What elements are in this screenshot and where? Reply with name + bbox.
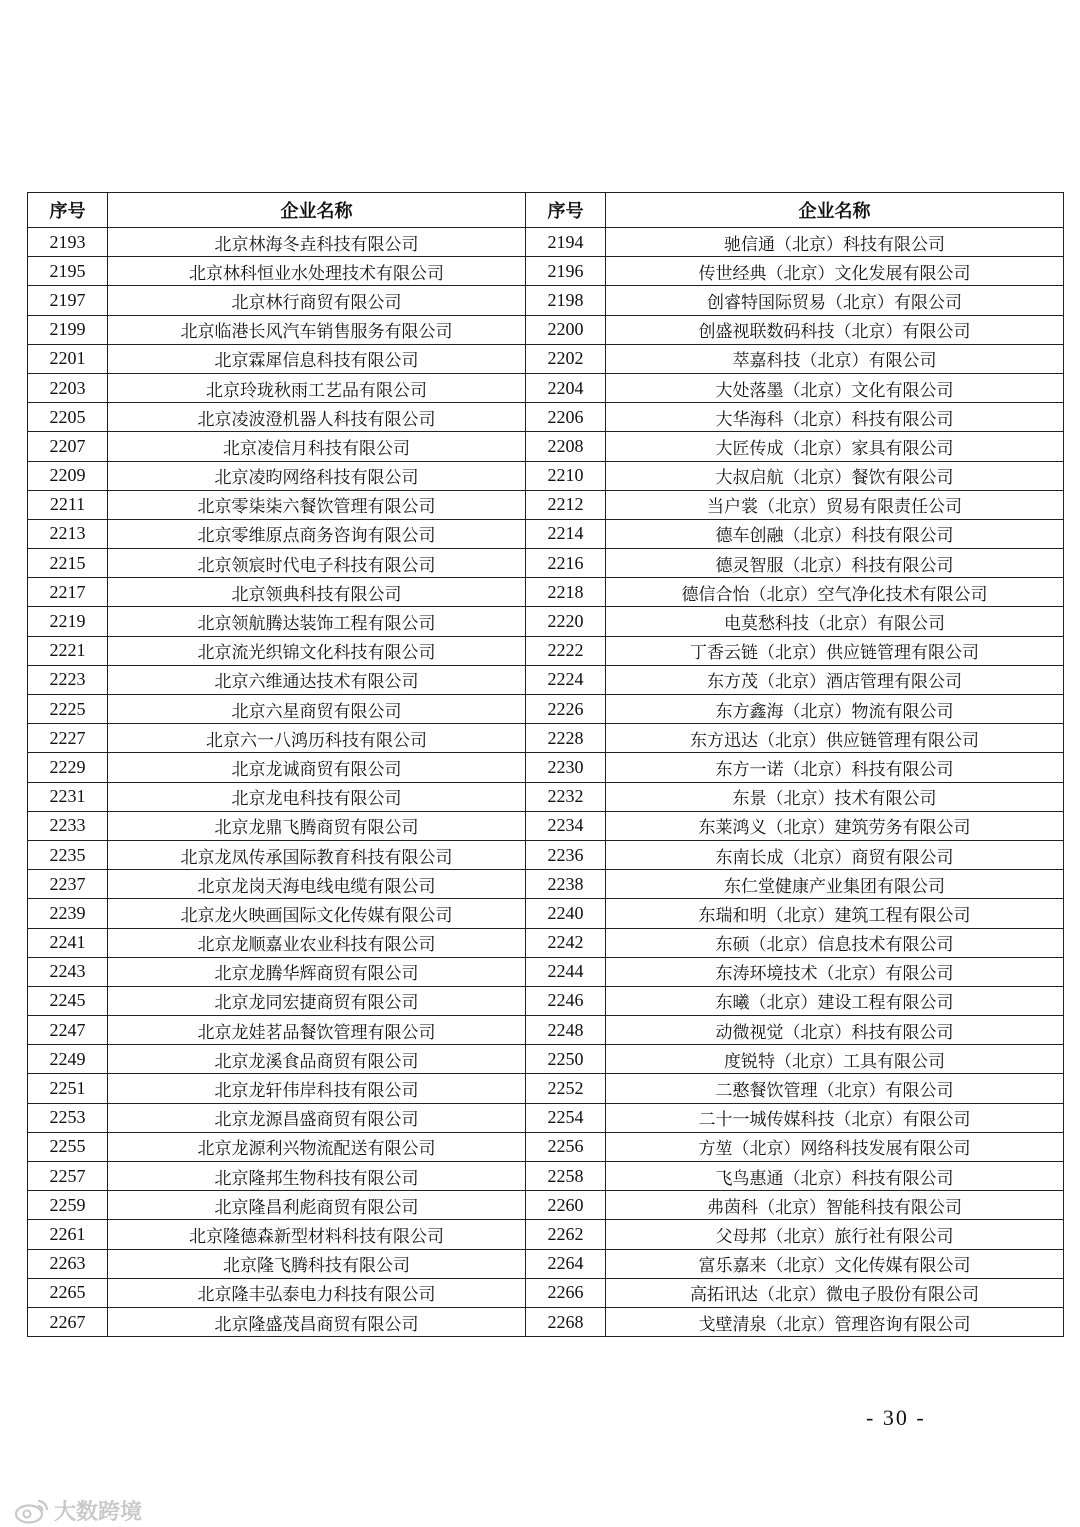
weibo-logo-icon [14,1498,50,1524]
cell-serial-left: 2233 [28,811,108,840]
cell-company-left: 北京领航腾达装饰工程有限公司 [108,607,526,636]
cell-serial-left: 2231 [28,782,108,811]
cell-serial-left: 2229 [28,753,108,782]
cell-company-right: 电莫愁科技（北京）有限公司 [606,607,1064,636]
table-row [28,519,1064,548]
cell-serial-right: 2232 [526,782,606,811]
cell-serial-right: 2204 [526,373,606,402]
cell-company-left: 北京零维原点商务咨询有限公司 [108,519,526,548]
cell-serial-right: 2206 [526,403,606,432]
cell-serial-right: 2256 [526,1132,606,1161]
table-row [28,1132,1064,1161]
cell-serial-left: 2257 [28,1162,108,1191]
table-row [28,1249,1064,1278]
cell-company-left: 北京隆飞腾科技有限公司 [108,1249,526,1278]
company-list-table [27,192,1064,1337]
cell-company-right: 飞鸟惠通（北京）科技有限公司 [606,1162,1064,1191]
cell-company-right: 戈壁清泉（北京）管理咨询有限公司 [606,1307,1064,1336]
cell-company-right: 东硕（北京）信息技术有限公司 [606,928,1064,957]
cell-company-left: 北京隆邦生物科技有限公司 [108,1162,526,1191]
table-row [28,461,1064,490]
cell-company-left: 北京龙诚商贸有限公司 [108,753,526,782]
table-row [28,1162,1064,1191]
cell-company-left: 北京龙同宏捷商贸有限公司 [108,986,526,1015]
cell-serial-left: 2249 [28,1045,108,1074]
cell-serial-left: 2253 [28,1103,108,1132]
cell-serial-left: 2223 [28,665,108,694]
cell-serial-right: 2218 [526,578,606,607]
table-row [28,490,1064,519]
cell-company-right: 父母邦（北京）旅行社有限公司 [606,1220,1064,1249]
cell-serial-left: 2207 [28,432,108,461]
cell-serial-right: 2208 [526,432,606,461]
cell-company-left: 北京林行商贸有限公司 [108,286,526,315]
cell-company-right: 东涛环境技术（北京）有限公司 [606,957,1064,986]
cell-serial-right: 2264 [526,1249,606,1278]
table-row [28,1307,1064,1336]
cell-serial-right: 2214 [526,519,606,548]
table-row [28,1103,1064,1132]
cell-company-right: 动微视觉（北京）科技有限公司 [606,1016,1064,1045]
cell-company-left: 北京霖犀信息科技有限公司 [108,344,526,373]
cell-serial-right: 2266 [526,1278,606,1307]
table-row [28,665,1064,694]
table-row [28,1074,1064,1103]
table-header-row [28,193,1064,228]
header-company-left: 企业名称 [108,193,526,228]
table-row [28,257,1064,286]
page-number: - 30 - [866,1405,926,1430]
cell-serial-left: 2235 [28,840,108,869]
cell-company-left: 北京龙轩伟岸科技有限公司 [108,1074,526,1103]
cell-company-left: 北京隆盛茂昌商贸有限公司 [108,1307,526,1336]
cell-serial-right: 2230 [526,753,606,782]
cell-serial-right: 2200 [526,315,606,344]
cell-company-left: 北京龙火映画国际文化传媒有限公司 [108,899,526,928]
table-row [28,607,1064,636]
cell-serial-right: 2236 [526,840,606,869]
cell-serial-right: 2260 [526,1191,606,1220]
cell-serial-left: 2239 [28,899,108,928]
table-row [28,1045,1064,1074]
cell-company-right: 驰信通（北京）科技有限公司 [606,228,1064,257]
cell-serial-left: 2195 [28,257,108,286]
cell-serial-right: 2242 [526,928,606,957]
cell-serial-left: 2261 [28,1220,108,1249]
cell-serial-right: 2228 [526,724,606,753]
table-row [28,811,1064,840]
cell-company-right: 丁香云链（北京）供应链管理有限公司 [606,636,1064,665]
cell-company-left: 北京六星商贸有限公司 [108,695,526,724]
cell-company-right: 二十一城传媒科技（北京）有限公司 [606,1103,1064,1132]
cell-serial-left: 2241 [28,928,108,957]
cell-serial-right: 2198 [526,286,606,315]
cell-company-left: 北京龙电科技有限公司 [108,782,526,811]
cell-serial-right: 2222 [526,636,606,665]
cell-company-left: 北京凌波澄机器人科技有限公司 [108,403,526,432]
cell-company-left: 北京龙鼎飞腾商贸有限公司 [108,811,526,840]
cell-company-right: 东方一诺（北京）科技有限公司 [606,753,1064,782]
table-row [28,344,1064,373]
table-row [28,957,1064,986]
cell-serial-left: 2197 [28,286,108,315]
table-row [28,870,1064,899]
cell-serial-left: 2201 [28,344,108,373]
cell-serial-right: 2254 [526,1103,606,1132]
cell-company-right: 东莱鸿义（北京）建筑劳务有限公司 [606,811,1064,840]
cell-company-left: 北京龙源利兴物流配送有限公司 [108,1132,526,1161]
cell-serial-left: 2219 [28,607,108,636]
cell-company-left: 北京隆德森新型材料科技有限公司 [108,1220,526,1249]
cell-serial-left: 2227 [28,724,108,753]
table-row [28,403,1064,432]
cell-company-right: 东景（北京）技术有限公司 [606,782,1064,811]
cell-company-right: 富乐嘉来（北京）文化传媒有限公司 [606,1249,1064,1278]
table-row [28,782,1064,811]
cell-company-left: 北京林科恒业水处理技术有限公司 [108,257,526,286]
cell-serial-right: 2246 [526,986,606,1015]
cell-serial-left: 2245 [28,986,108,1015]
cell-company-left: 北京隆丰弘泰电力科技有限公司 [108,1278,526,1307]
cell-company-right: 东方鑫海（北京）物流有限公司 [606,695,1064,724]
cell-company-left: 北京领典科技有限公司 [108,578,526,607]
table-row [28,1191,1064,1220]
cell-company-right: 萃嘉科技（北京）有限公司 [606,344,1064,373]
table-row [28,1278,1064,1307]
cell-company-right: 东曦（北京）建设工程有限公司 [606,986,1064,1015]
cell-company-right: 大匠传成（北京）家具有限公司 [606,432,1064,461]
cell-company-right: 德灵智服（北京）科技有限公司 [606,549,1064,578]
cell-serial-right: 2212 [526,490,606,519]
table-row [28,1016,1064,1045]
table-row [28,549,1064,578]
cell-serial-left: 2203 [28,373,108,402]
cell-company-left: 北京龙凤传承国际教育科技有限公司 [108,840,526,869]
cell-company-left: 北京临港长风汽车销售服务有限公司 [108,315,526,344]
table-row [28,724,1064,753]
table-row [28,1220,1064,1249]
cell-serial-left: 2193 [28,228,108,257]
cell-company-right: 传世经典（北京）文化发展有限公司 [606,257,1064,286]
cell-company-left: 北京玲珑秋雨工艺品有限公司 [108,373,526,402]
cell-serial-right: 2250 [526,1045,606,1074]
cell-company-right: 大叔启航（北京）餐饮有限公司 [606,461,1064,490]
cell-company-left: 北京零柒柒六餐饮管理有限公司 [108,490,526,519]
cell-company-right: 创盛视联数码科技（北京）有限公司 [606,315,1064,344]
cell-serial-right: 2268 [526,1307,606,1336]
cell-serial-right: 2252 [526,1074,606,1103]
cell-company-right: 度锐特（北京）工具有限公司 [606,1045,1064,1074]
cell-company-left: 北京龙顺嘉业农业科技有限公司 [108,928,526,957]
cell-serial-right: 2224 [526,665,606,694]
cell-serial-left: 2243 [28,957,108,986]
cell-serial-left: 2237 [28,870,108,899]
cell-serial-left: 2267 [28,1307,108,1336]
cell-company-left: 北京龙娃茗品餐饮管理有限公司 [108,1016,526,1045]
table-row [28,315,1064,344]
header-company-right: 企业名称 [606,193,1064,228]
table-row [28,432,1064,461]
cell-serial-right: 2244 [526,957,606,986]
cell-serial-right: 2194 [526,228,606,257]
cell-company-right: 创睿特国际贸易（北京）有限公司 [606,286,1064,315]
cell-serial-left: 2217 [28,578,108,607]
cell-company-right: 东南长成（北京）商贸有限公司 [606,840,1064,869]
cell-serial-right: 2258 [526,1162,606,1191]
table-row [28,840,1064,869]
cell-company-left: 北京隆昌利彪商贸有限公司 [108,1191,526,1220]
cell-serial-left: 2205 [28,403,108,432]
cell-company-right: 大处落墨（北京）文化有限公司 [606,373,1064,402]
cell-company-right: 东方迅达（北京）供应链管理有限公司 [606,724,1064,753]
cell-serial-left: 2247 [28,1016,108,1045]
cell-company-left: 北京龙源昌盛商贸有限公司 [108,1103,526,1132]
cell-company-right: 方堃（北京）网络科技发展有限公司 [606,1132,1064,1161]
table-row [28,636,1064,665]
cell-company-right: 高拓讯达（北京）微电子股份有限公司 [606,1278,1064,1307]
cell-serial-right: 2240 [526,899,606,928]
cell-company-right: 大华海科（北京）科技有限公司 [606,403,1064,432]
header-serial-left: 序号 [28,193,108,228]
header-serial-right: 序号 [526,193,606,228]
cell-company-right: 德车创融（北京）科技有限公司 [606,519,1064,548]
cell-serial-right: 2220 [526,607,606,636]
cell-serial-left: 2259 [28,1191,108,1220]
cell-serial-right: 2196 [526,257,606,286]
cell-serial-right: 2248 [526,1016,606,1045]
table-body [28,228,1064,1337]
cell-serial-left: 2215 [28,549,108,578]
cell-company-right: 德信合怡（北京）空气净化技术有限公司 [606,578,1064,607]
cell-serial-left: 2211 [28,490,108,519]
cell-company-left: 北京领宸时代电子科技有限公司 [108,549,526,578]
cell-serial-left: 2263 [28,1249,108,1278]
cell-company-left: 北京凌信月科技有限公司 [108,432,526,461]
table-row [28,286,1064,315]
table-row [28,753,1064,782]
cell-company-left: 北京六维通达技术有限公司 [108,665,526,694]
watermark [14,1495,142,1526]
table-row [28,695,1064,724]
cell-company-right: 二憨餐饮管理（北京）有限公司 [606,1074,1064,1103]
cell-company-left: 北京流光织锦文化科技有限公司 [108,636,526,665]
cell-serial-left: 2251 [28,1074,108,1103]
cell-company-right: 东仁堂健康产业集团有限公司 [606,870,1064,899]
table-row [28,928,1064,957]
cell-serial-right: 2238 [526,870,606,899]
cell-company-right: 当户裳（北京）贸易有限责任公司 [606,490,1064,519]
cell-company-left: 北京龙溪食品商贸有限公司 [108,1045,526,1074]
cell-serial-right: 2216 [526,549,606,578]
cell-serial-right: 2234 [526,811,606,840]
cell-serial-right: 2202 [526,344,606,373]
cell-serial-left: 2265 [28,1278,108,1307]
cell-company-left: 北京六一八鸿历科技有限公司 [108,724,526,753]
cell-serial-right: 2226 [526,695,606,724]
table-row [28,899,1064,928]
cell-company-right: 东瑞和明（北京）建筑工程有限公司 [606,899,1064,928]
cell-serial-left: 2213 [28,519,108,548]
table-row [28,228,1064,257]
cell-company-right: 东方茂（北京）酒店管理有限公司 [606,665,1064,694]
cell-company-right: 弗茵科（北京）智能科技有限公司 [606,1191,1064,1220]
cell-company-left: 北京凌昀网络科技有限公司 [108,461,526,490]
cell-serial-right: 2210 [526,461,606,490]
cell-serial-left: 2199 [28,315,108,344]
watermark-text: 大数跨境 [54,1500,143,1525]
cell-serial-right: 2262 [526,1220,606,1249]
cell-serial-left: 2209 [28,461,108,490]
cell-company-left: 北京龙腾华辉商贸有限公司 [108,957,526,986]
table-row [28,986,1064,1015]
table-row [28,373,1064,402]
cell-serial-left: 2221 [28,636,108,665]
cell-company-left: 北京林海冬垚科技有限公司 [108,228,526,257]
cell-company-left: 北京龙岗天海电线电缆有限公司 [108,870,526,899]
table-row [28,578,1064,607]
cell-serial-left: 2255 [28,1132,108,1161]
cell-serial-left: 2225 [28,695,108,724]
